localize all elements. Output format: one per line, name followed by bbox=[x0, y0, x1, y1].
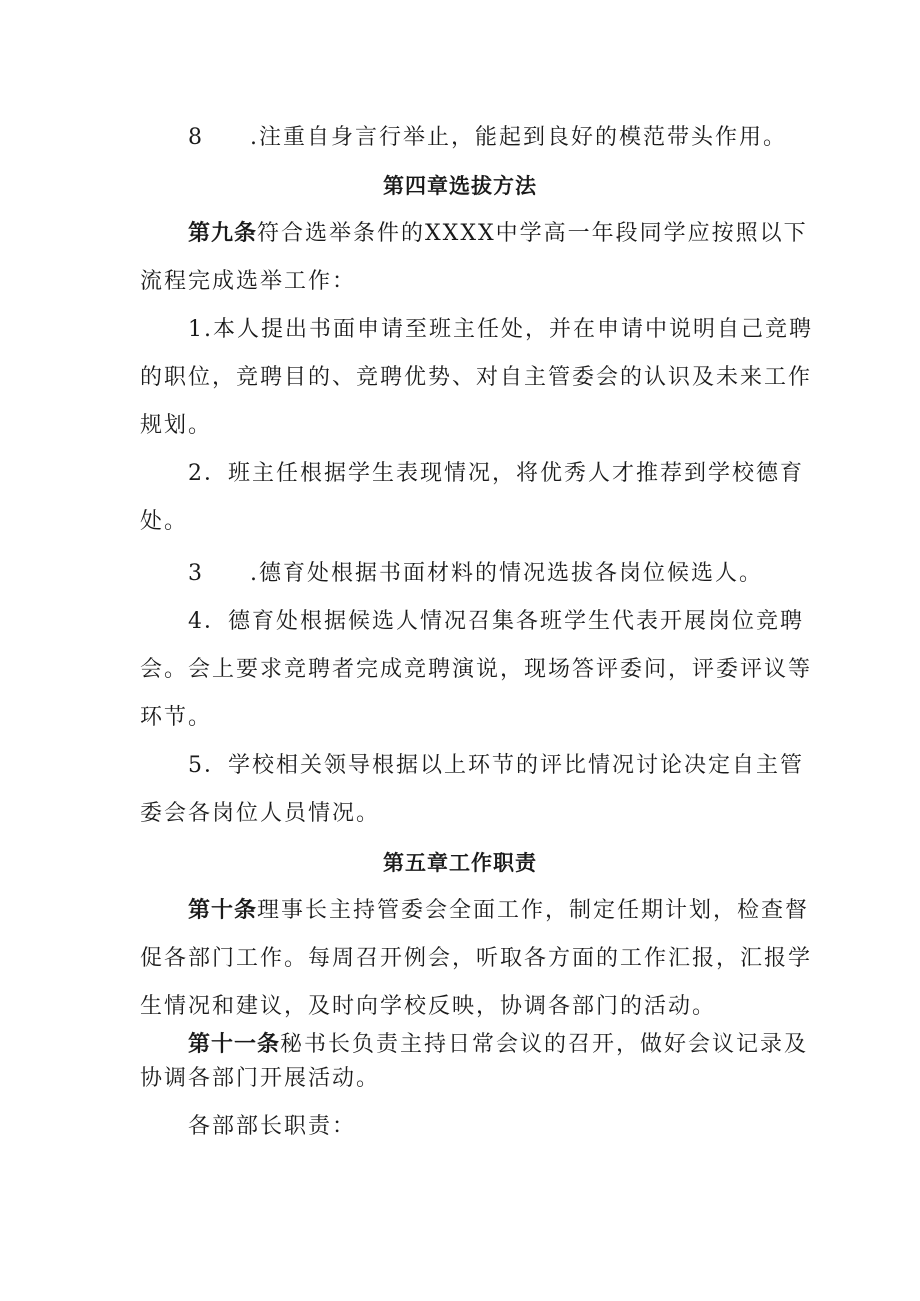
article-text: 秘书长负责主持日常会议的召开，做好会议记录及 bbox=[280, 1032, 809, 1057]
step-3 bbox=[188, 559, 785, 589]
article-9-line-1 bbox=[188, 219, 808, 249]
item-8 bbox=[188, 123, 785, 153]
article-label: 第九条 bbox=[188, 221, 258, 246]
article-11-line-2: 协调各部门开展活动。 bbox=[140, 1066, 381, 1091]
chapter-5-heading: 第五章工作职责 bbox=[383, 851, 537, 875]
item-number: 8 bbox=[188, 125, 204, 150]
step-1-line-3: 规划。 bbox=[140, 413, 213, 438]
article-10-line-2: 促各部门工作。每周召开例会，听取各方面的工作汇报，汇报学 bbox=[140, 946, 813, 971]
step-text: .德育处根据书面材料的情况选拔各岗位候选人。 bbox=[250, 561, 763, 586]
article-9-line-2: 流程完成选举工作： bbox=[140, 269, 357, 294]
chapter-4-heading: 第四章选拔方法 bbox=[383, 174, 537, 198]
step-1-line-2: 的职位，竞聘目的、竞聘优势、对自主管委会的认识及未来工作 bbox=[140, 365, 813, 390]
step-1-line-1: 1.本人提出书面申请至班主任处，并在申请中说明自己竞聘 bbox=[188, 317, 813, 342]
article-10-line-1 bbox=[188, 896, 810, 926]
step-4-line-3: 环节。 bbox=[140, 705, 213, 730]
item-text: .注重自身言行举止，能起到良好的模范带头作用。 bbox=[250, 125, 787, 150]
article-11-line-1 bbox=[188, 1030, 809, 1060]
step-2-line-2: 处。 bbox=[140, 509, 189, 534]
step-number: 3 bbox=[188, 561, 204, 586]
step-5-line-2: 委会各岗位人员情况。 bbox=[140, 801, 381, 826]
article-text: 符合选举条件的XXXX中学高一年段同学应按照以下 bbox=[257, 221, 808, 246]
article-label: 第十条 bbox=[188, 898, 258, 923]
step-4-line-1: 4．德育处根据候选人情况召集各班学生代表开展岗位竞聘 bbox=[188, 609, 804, 634]
article-text: 理事长主持管委会全面工作，制定任期计划，检查督 bbox=[257, 898, 810, 923]
article-10-line-3: 生情况和建议，及时向学校反映，协调各部门的活动。 bbox=[140, 994, 717, 1019]
step-5-line-1: 5．学校相关领导根据以上环节的评比情况讨论决定自主管 bbox=[188, 753, 804, 778]
article-label: 第十一条 bbox=[188, 1032, 281, 1057]
step-4-line-2: 会。会上要求竞聘者完成竞聘演说，现场答评委问，评委评议等 bbox=[140, 657, 813, 682]
step-2-line-1: 2．班主任根据学生表现情况，将优秀人才推荐到学校德育 bbox=[188, 461, 804, 486]
ministers-duties-label: 各部部长职责： bbox=[188, 1114, 357, 1139]
